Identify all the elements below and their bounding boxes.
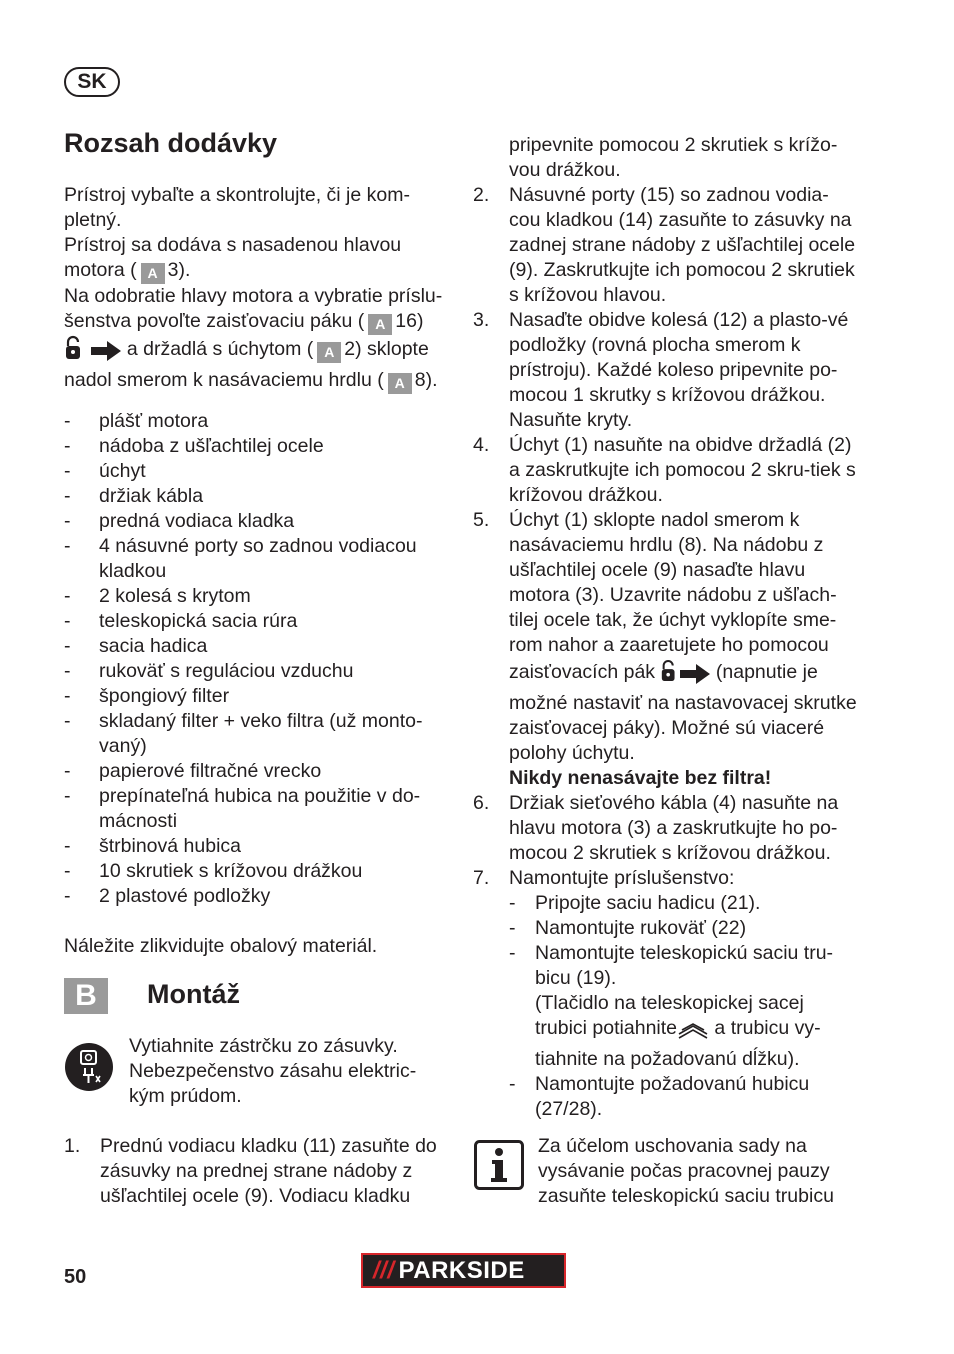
- intro-text: nadol smerom k nasávaciemu hrdlu (: [64, 369, 384, 391]
- dash: -: [64, 685, 71, 707]
- figure-ref-badge: A: [388, 373, 412, 394]
- scope-item-text: papierové filtračné vrecko: [99, 760, 322, 782]
- dash: -: [64, 785, 71, 807]
- scope-list-item: [64, 434, 446, 459]
- step-item: [473, 866, 858, 1122]
- intro-text: 3).: [167, 259, 191, 281]
- step-number: 4.: [473, 434, 490, 456]
- scope-list-item: [64, 509, 446, 534]
- unplug-warning-icon: [64, 1042, 114, 1097]
- scope-item-text: teleskopická sacia rúra: [99, 610, 298, 632]
- scope-item-text: 10 skrutiek s krížovou drážkou: [99, 860, 363, 882]
- scope-item-text: špongiový filter: [99, 685, 230, 707]
- sub-note: [535, 991, 858, 1072]
- step-item: [473, 791, 858, 866]
- scope-list-item: [64, 484, 446, 509]
- scope-item-text: prepínateľná hubica na použitie v do-mácnosti: [99, 785, 421, 832]
- disposal-note: Náležite zlikvidujte obalový materiál.: [64, 935, 378, 957]
- intro-line: Na odobratie hlavy motora a vybratie príslu-: [64, 285, 443, 307]
- sub-text: Namontujte požadovanú hubicu (27/28).: [535, 1073, 810, 1120]
- intro-text: 8).: [414, 369, 438, 391]
- dash: -: [64, 510, 71, 532]
- sub-item: [509, 1072, 858, 1122]
- scope-list-item: [64, 659, 446, 684]
- scope-list-item: [64, 684, 446, 709]
- step-number: 3.: [473, 309, 490, 331]
- sub-text: Pripojte saciu hadicu (21).: [535, 892, 761, 914]
- intro-text: 2) sklopte: [344, 338, 429, 360]
- scope-list-item: [64, 834, 446, 859]
- accessory-sublist: [509, 891, 858, 1122]
- step-item: [473, 508, 858, 791]
- section-letter-badge: B: [64, 978, 108, 1014]
- scope-list-item: [64, 884, 446, 909]
- sub-text: Namontujte rukoväť (22): [535, 917, 747, 939]
- intro-line: Prístroj vybaľte a skontrolujte, či je kom-: [64, 184, 410, 206]
- logo-slashes: ///: [373, 1257, 395, 1284]
- sub-text: Namontujte teleskopickú saciu tru-bicu (19).: [535, 942, 834, 989]
- scope-list-item: [64, 634, 446, 659]
- intro-text: šenstva povoľte zaisťovaciu páku (: [64, 310, 365, 332]
- parkside-logo: [361, 1253, 566, 1288]
- step-text: Úchyt (1) nasuňte na obidve držadlá (2) a zaskrutkujte ich pomocou 2 skru-tiek s krížovou drážkou.: [509, 434, 856, 506]
- step-item: [473, 433, 858, 508]
- scope-item-text: plášť motora: [99, 410, 209, 432]
- scope-item-text: sacia hadica: [99, 635, 208, 657]
- scope-list-item: [64, 409, 446, 434]
- scope-item-text: 4 násuvné porty so zadnou vodiacou kladkou: [99, 535, 417, 582]
- scope-list-item: [64, 584, 446, 609]
- scope-list: [64, 409, 446, 909]
- step-text: (napnutie je možné nastaviť na nastavovacej skrutke zaisťovacej páky). Možné sú viaceré polohy úchytu.: [509, 661, 857, 764]
- step-number: 1.: [64, 1135, 81, 1157]
- scope-list-item: [64, 534, 446, 584]
- dash: -: [64, 635, 71, 657]
- dash: -: [509, 892, 516, 914]
- language-badge: SK: [64, 67, 120, 97]
- intro-line: [64, 335, 454, 368]
- scope-item-text: predná vodiaca kladka: [99, 510, 295, 532]
- intro-line: pletný.: [64, 209, 122, 231]
- sub-item: [509, 941, 858, 1072]
- step-number: 2.: [473, 184, 490, 206]
- step-number: 5.: [473, 509, 490, 531]
- intro-text: motora (: [64, 259, 137, 281]
- sub-item: [509, 916, 858, 941]
- scope-item-text: rukoväť s reguláciou vzduchu: [99, 660, 354, 682]
- sub-text: a trubicu vy-tiahnite na požadovanú dĺžku).: [535, 1017, 821, 1070]
- step-continuation: pripevnite pomocou 2 skrutiek s krížo-vou drážkou.: [509, 134, 838, 181]
- unlock-lever-icon: [660, 658, 680, 691]
- scope-item-text: úchyt: [99, 460, 146, 482]
- step-list-left: [64, 1134, 444, 1209]
- dash: -: [64, 435, 71, 457]
- step-number: 6.: [473, 792, 490, 814]
- arrow-right-icon: [91, 341, 121, 368]
- pull-button-icon: [677, 1022, 709, 1047]
- scope-list-item: [64, 784, 446, 834]
- dash: -: [509, 942, 516, 964]
- dash: -: [509, 917, 516, 939]
- step-text: Úchyt (1) sklopte nadol smerom k nasávaciemu hrdlu (8). Na nádobu z ušľachtilej ocele (9) nasaďte hlavu motora (3). Uzavrite nádobu z ušľach-tilej ocele tak, že úchyt vyklopíte sme-rom nahor a zaaretujete ho pomocou zaisťovacích pák: [509, 509, 837, 683]
- dash: -: [64, 835, 71, 857]
- dash: -: [64, 860, 71, 882]
- step-item: [64, 1134, 444, 1209]
- warning-text: Vytiahnite zástrčku zo zásuvky. Nebezpečenstvo zásahu elektric-kým prúdom.: [129, 1035, 417, 1107]
- dash: -: [64, 535, 71, 557]
- dash: -: [64, 660, 71, 682]
- scope-item-text: štrbinová hubica: [99, 835, 242, 857]
- rozsah-intro: [64, 183, 454, 394]
- intro-line: [64, 309, 454, 335]
- intro-line: [64, 258, 454, 284]
- step-text: Nasaďte obidve kolesá (12) a plasto-vé podložky (rovná plocha smerom k prístroju). Každé koleso pripevnite po-mocou 1 skrutky s krížovou drážkou. Nasuňte kryty.: [509, 309, 849, 431]
- scope-list-item: [64, 709, 446, 759]
- dash: -: [64, 410, 71, 432]
- step-text: Násuvné porty (15) so zadnou vodia-cou kladkou (14) zasuňte to zásuvky na zadnej strane nádoby z ušľachtilej ocele (9). Zaskrutkujte ich pomocou 2 skrutiek s krížovou hlavou.: [509, 184, 856, 306]
- step-text: Držiak sieťového kábla (4) nasuňte na hlavu motora (3) a zaskrutkujte ho po-mocou 2 skrutiek s krížovou drážkou.: [509, 792, 839, 864]
- step-warning-bold: Nikdy nenasávajte bez filtra!: [509, 767, 772, 789]
- section-title-rozsah: Rozsah dodávky: [64, 128, 278, 158]
- figure-ref-badge: A: [368, 314, 392, 335]
- dash: -: [509, 1073, 516, 1095]
- scope-item-text: držiak kábla: [99, 485, 204, 507]
- info-icon: [474, 1140, 524, 1195]
- dash: -: [64, 485, 71, 507]
- dash: -: [64, 885, 71, 907]
- dash: -: [64, 585, 71, 607]
- figure-ref-badge: A: [141, 263, 165, 284]
- step-item: [473, 308, 858, 433]
- figure-ref-badge: A: [317, 342, 341, 363]
- intro-text: 16): [395, 310, 424, 332]
- step-number: 7.: [473, 867, 490, 889]
- scope-list-item: [64, 459, 446, 484]
- page-number: 50: [64, 1266, 87, 1288]
- dash: -: [64, 460, 71, 482]
- dash: -: [64, 760, 71, 782]
- info-text: Za účelom uschovania sady na vysávanie počas pracovnej pauzy zasuňte teleskopickú saciu trubicu: [538, 1135, 834, 1207]
- sub-text: (Tlačidlo na teleskopickej sacej trubici potiahnite: [535, 992, 804, 1039]
- arrow-right-icon: [680, 664, 710, 691]
- unlock-lever-icon: [64, 335, 86, 368]
- scope-list-item: [64, 759, 446, 784]
- scope-list-item: [64, 859, 446, 884]
- dash: -: [64, 610, 71, 632]
- sub-item: [509, 891, 858, 916]
- steps-right: [473, 133, 858, 1122]
- logo-text: PARKSIDE: [398, 1257, 525, 1284]
- intro-line: Prístroj sa dodáva s nasadenou hlavou: [64, 234, 402, 256]
- scope-list-item: [64, 609, 446, 634]
- step-text: Namontujte príslušenstvo:: [509, 867, 735, 889]
- scope-item-text: 2 plastové podložky: [99, 885, 271, 907]
- step-item: [473, 183, 858, 308]
- dash: -: [64, 710, 71, 732]
- section-title-montaz: Montáž: [147, 979, 240, 1009]
- step-text: Prednú vodiacu kladku (11) zasuňte do zásuvky na prednej strane nádoby z ušľachtilej ocele (9). Vodiacu kladku: [100, 1135, 437, 1207]
- intro-text: a držadlá s úchytom (: [121, 338, 314, 360]
- intro-line: [64, 368, 454, 394]
- scope-item-text: skladaný filter + veko filtra (už monto-vaný): [99, 710, 423, 757]
- scope-item-text: nádoba z ušľachtilej ocele: [99, 435, 324, 457]
- scope-item-text: 2 kolesá s krytom: [99, 585, 251, 607]
